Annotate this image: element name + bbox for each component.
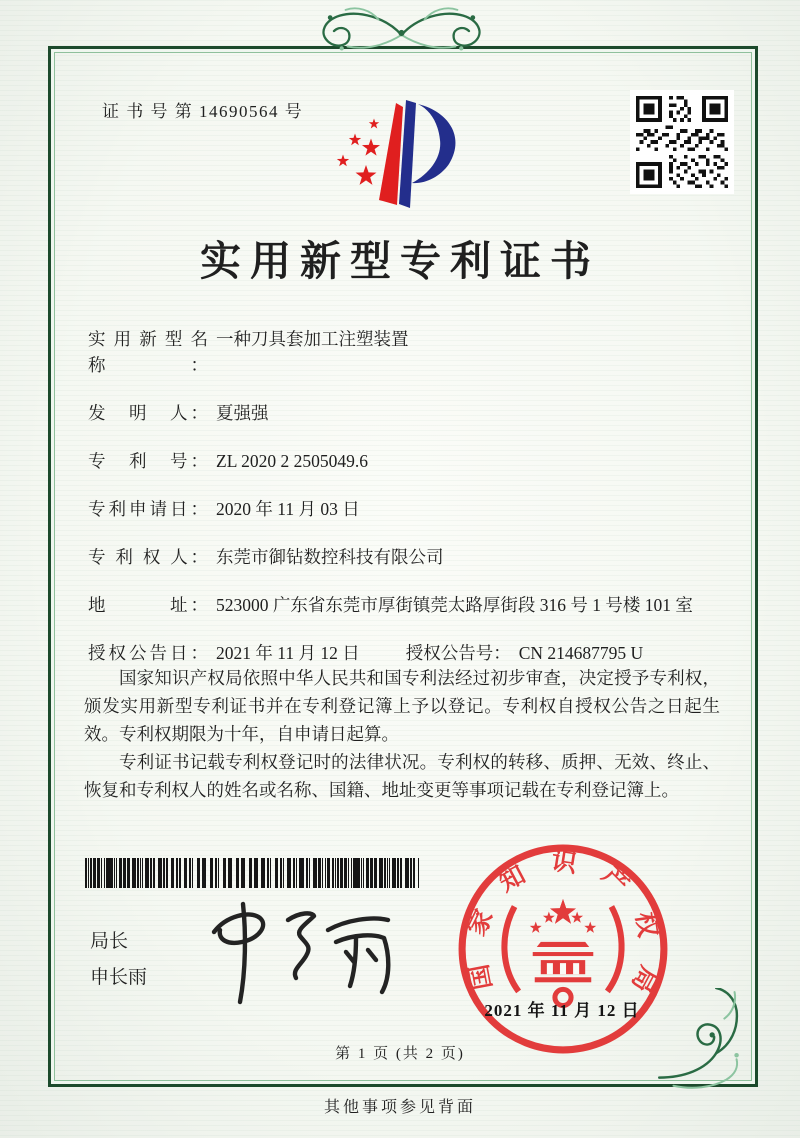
field-label: 专 利 号：	[88, 451, 208, 471]
national-emblem-icon	[530, 899, 596, 982]
legal-text-block	[84, 664, 720, 804]
field-value: ZL 2020 2 2505049.6	[216, 451, 368, 471]
field-value: 一种刀具套加工注塑装置	[216, 329, 409, 349]
field-value: 东莞市御钻数控科技有限公司	[216, 547, 444, 567]
field-label: 授权公告号：	[405, 643, 511, 663]
barcode	[85, 858, 419, 888]
legal-paragraph-1: 国家知识产权局依照中华人民共和国专利法经过初步审查，决定授予专利权，颁发实用新型专利证书并在专利登记簿上予以登记。专利权自授权公告之日起生效。专利权期限为十年，自申请日起算。	[84, 668, 720, 744]
field-value: 523000 广东省东莞市厚街镇莞太路厚街段 316 号 1 号楼 101 室	[216, 595, 693, 615]
back-side-note: 其他事项参见背面	[323, 1099, 476, 1116]
field-row-address	[88, 592, 724, 618]
certificate-number: 证 书 号 第 14690564 号	[102, 102, 304, 121]
page-indicator: 第 1 页 (共 2 页)	[335, 1046, 465, 1062]
legal-paragraph-2: 专利证书记载专利权登记时的法律状况。专利权的转移、质押、无效、终止、恢复和专利权人的姓名或名称、国籍、地址变更等事项记载在专利登记簿上。	[84, 752, 720, 800]
certificate-title: 实用新型专利证书	[200, 238, 600, 284]
director-title: 局长	[90, 931, 129, 952]
field-label: 专利申请日：	[88, 499, 208, 519]
field-row-patent-number	[88, 448, 724, 474]
field-value: 夏强强	[216, 403, 269, 423]
cnipa-logo-icon	[322, 94, 482, 214]
top-scroll-ornament-icon	[284, 6, 519, 60]
qr-code	[630, 90, 734, 194]
field-row-patentee	[88, 544, 724, 570]
director-name: 申长雨	[90, 967, 148, 988]
field-value: CN 214687795 U	[518, 643, 644, 663]
svg-text:国家知识产权局	[460, 847, 665, 1018]
certificate-fields	[88, 326, 724, 688]
director-signature-icon	[188, 898, 403, 1010]
field-label: 专 利 权 人：	[88, 547, 208, 567]
director-block	[90, 924, 147, 996]
field-label: 授权公告日：	[88, 643, 208, 663]
field-value: 2021 年 11 月 12 日	[216, 643, 360, 663]
field-label: 发 明 人：	[88, 403, 208, 423]
official-seal	[452, 838, 674, 1060]
seal-ring-text: 国家知识产权局	[461, 847, 665, 1018]
field-label: 地 址：	[88, 595, 208, 615]
field-value: 2020 年 11 月 03 日	[216, 499, 360, 519]
field-row-inventor	[88, 400, 724, 426]
field-row-patent-name	[88, 326, 724, 378]
seal-date: 2021 年 11 月 12 日	[484, 1001, 640, 1020]
field-row-filing-date	[88, 496, 724, 522]
field-label: 实用新型名称：	[88, 329, 208, 375]
field-row-grant-date-and-number	[88, 640, 724, 666]
